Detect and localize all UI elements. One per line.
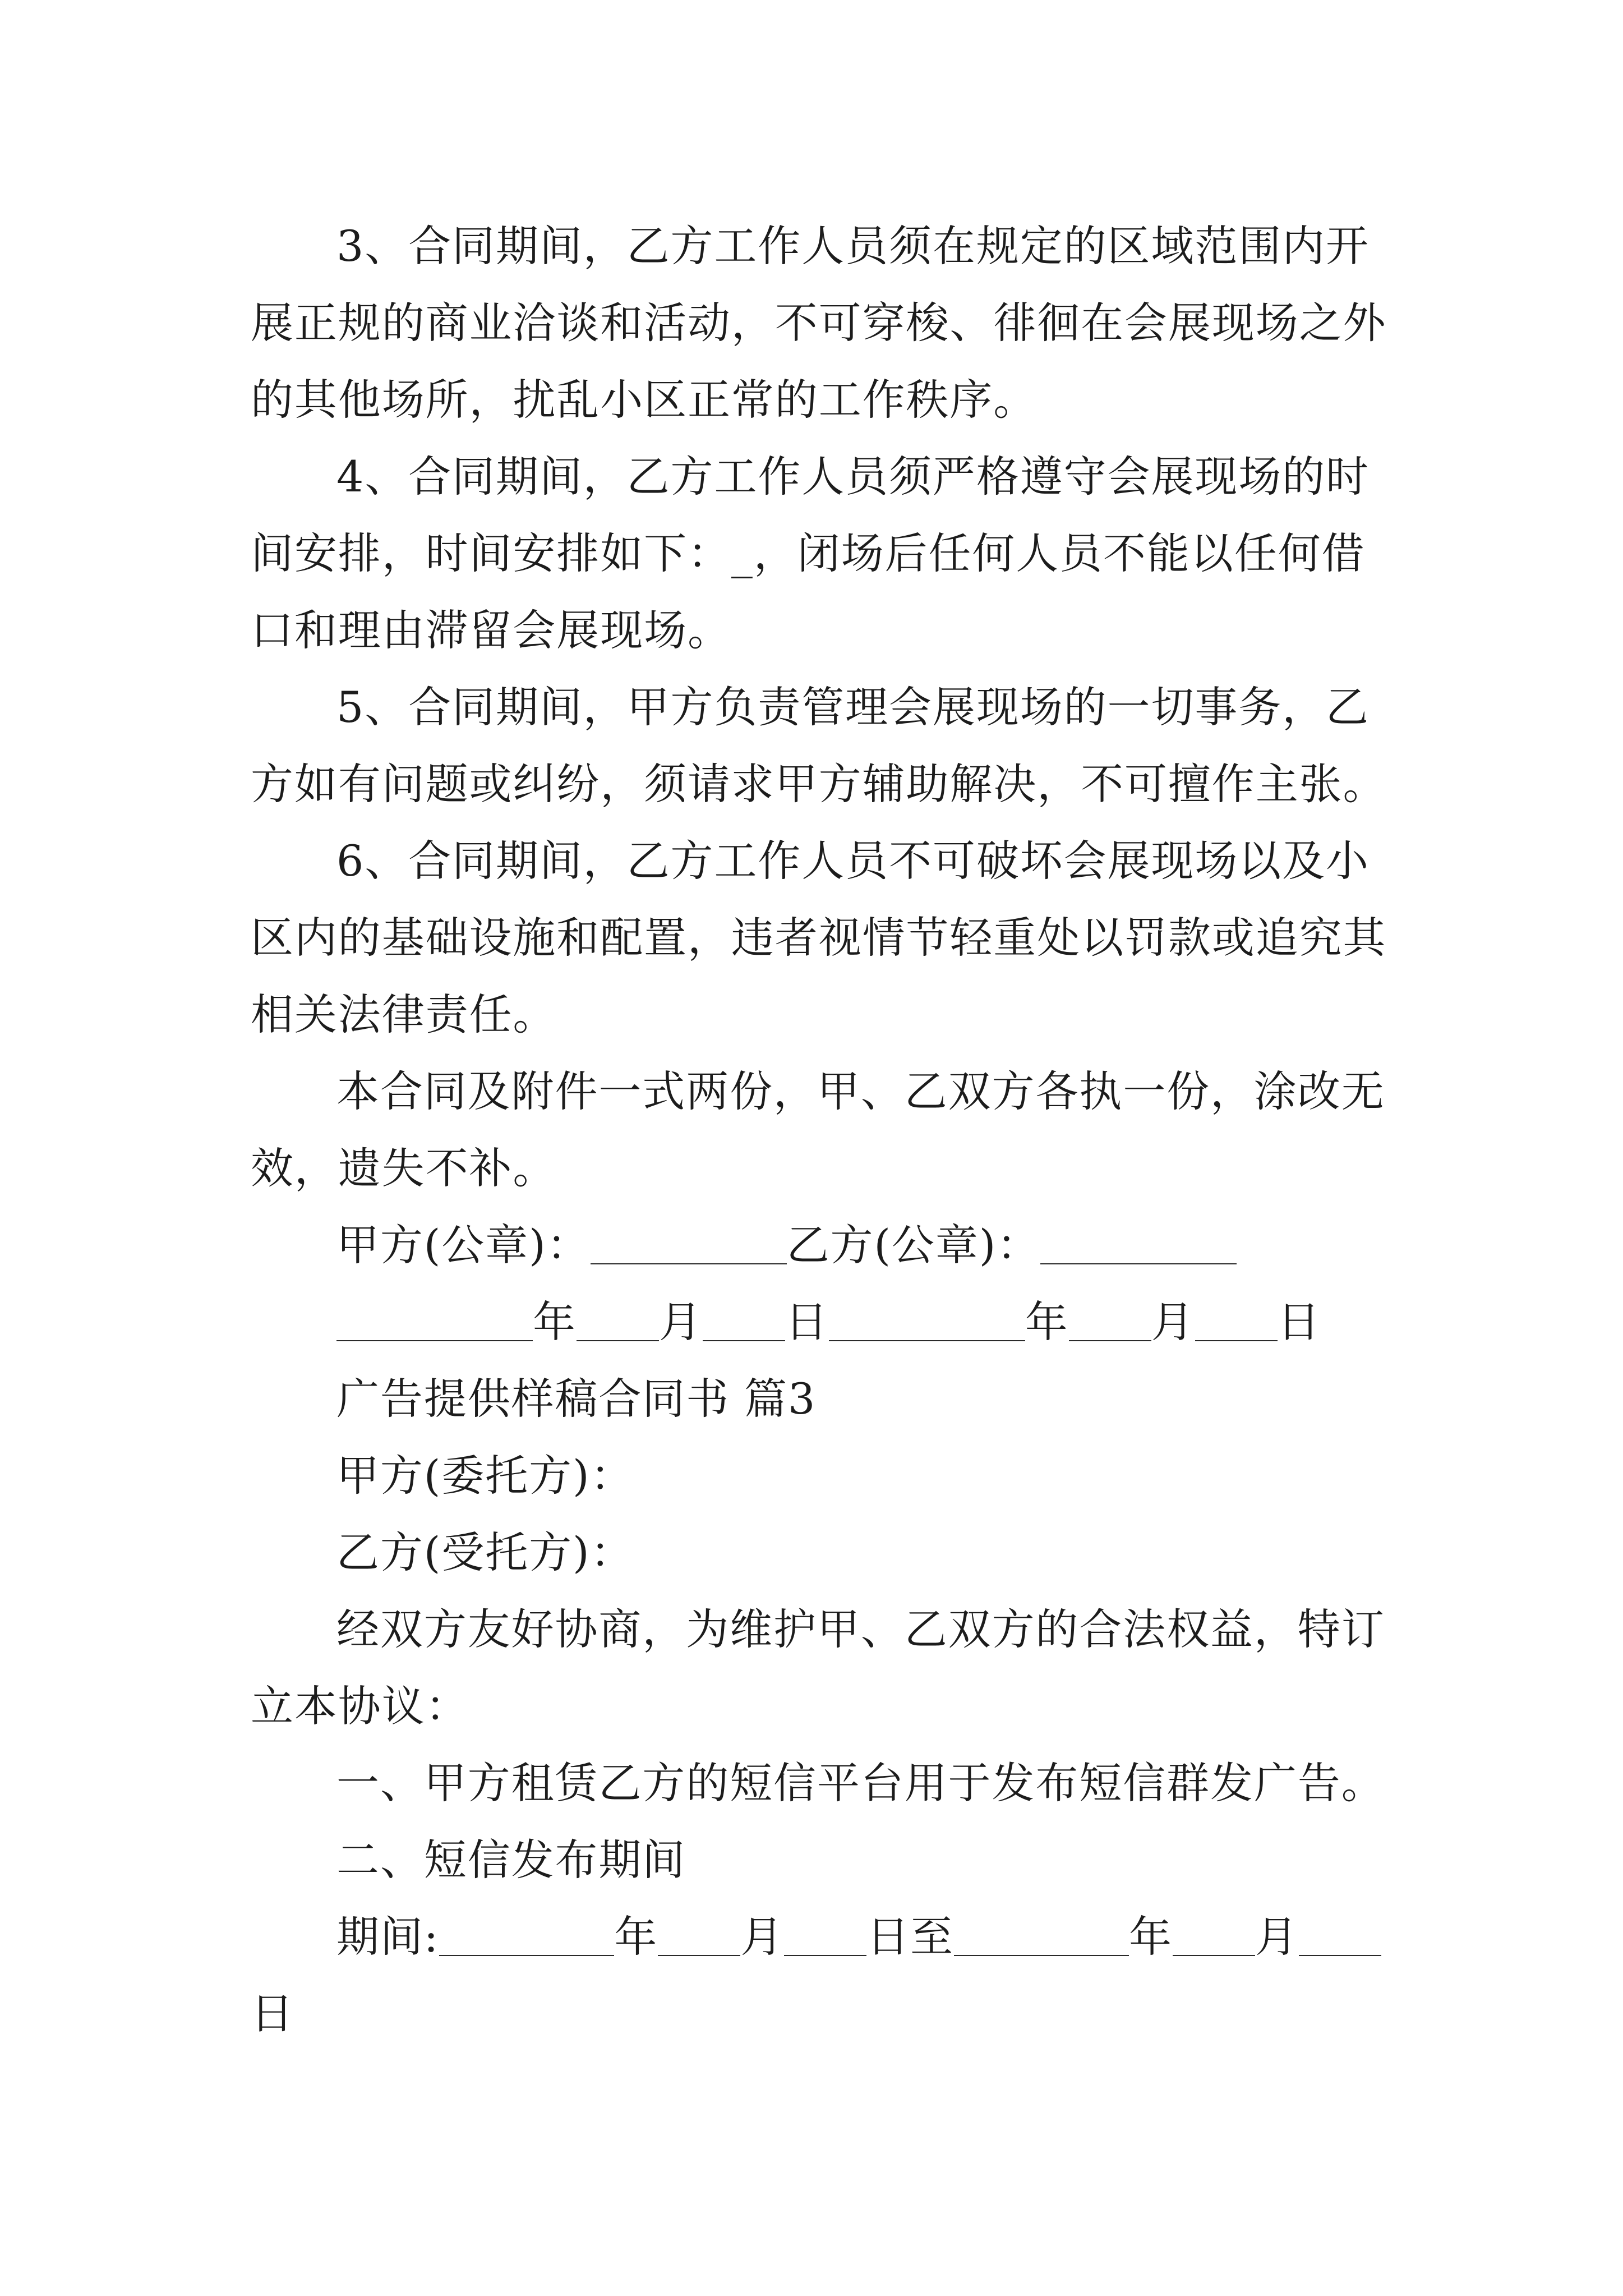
seal-signature-line — [251, 1207, 1456, 1283]
clause-6 — [251, 822, 1456, 1053]
party-b-label: 乙方(受托方)： — [336, 1527, 634, 1577]
item-1: 一、甲方租赁乙方的短信平台用于发布短信群发广告。 — [336, 1758, 1385, 1808]
clause-4 — [251, 438, 1456, 669]
preamble-line: 经双方友好协商，为维护甲、乙双方的合法权益，特订 — [336, 1604, 1385, 1654]
clause-line: 5、合同期间，甲方负责管理会展现场的一切事务，乙 — [336, 682, 1370, 732]
clause-line: 效，遗失不补。 — [251, 1143, 557, 1193]
end-month-blank — [1173, 1955, 1255, 1956]
day-char: 日 — [1277, 1297, 1321, 1347]
clause-line: 相关法律责任。 — [251, 990, 557, 1039]
party-a-seal-label: 甲方(公章)： — [336, 1220, 591, 1270]
party-b-year-blank — [829, 1340, 1025, 1341]
start-year-blank — [439, 1955, 614, 1956]
end-day-blank — [1299, 1955, 1381, 1956]
preamble — [251, 1591, 1456, 1745]
month-char: 月 — [1151, 1297, 1195, 1347]
party-b-day-blank — [1195, 1340, 1278, 1341]
clause-3 — [251, 208, 1456, 438]
clause-line: 方如有问题或纠纷，须请求甲方辅助解决，不可擅作主张。 — [251, 759, 1387, 809]
month-char: 月 — [658, 1297, 703, 1347]
start-month-blank — [658, 1955, 740, 1956]
period-label: 期间: — [336, 1912, 440, 1962]
year-char: 年 — [1128, 1912, 1173, 1962]
period-end-day: 日 — [251, 1989, 294, 2039]
clause-line: 展正规的商业洽谈和活动，不可穿梭、徘徊在会展现场之外 — [251, 298, 1387, 348]
section-title: 广告提供样稿合同书 篇3 — [336, 1374, 817, 1424]
party-b-month-blank — [1069, 1340, 1151, 1341]
clause-line: 口和理由滞留会展现场。 — [251, 605, 731, 655]
day-char: 日 — [785, 1297, 829, 1347]
signature-date-line — [251, 1283, 1456, 1360]
party-a-day-blank — [703, 1340, 785, 1341]
clause-line: 3、合同期间，乙方工作人员须在规定的区域范围内开 — [336, 221, 1370, 271]
clause-5 — [251, 669, 1456, 822]
clause-line: 间安排，时间安排如下：_，闭场后任何人员不能以任何借 — [251, 528, 1366, 578]
clause-line: 区内的基础设施和配置，违者视情节轻重处以罚款或追究其 — [251, 913, 1387, 963]
clause-line: 的其他场所，扰乱小区正常的工作秩序。 — [251, 375, 1038, 425]
year-char: 年 — [533, 1297, 577, 1347]
clause-line: 本合同及附件一式两份，甲、乙双方各执一份，涂改无 — [336, 1066, 1385, 1116]
party-a-label: 甲方(委托方)： — [336, 1451, 634, 1501]
party-a-seal-blank — [591, 1263, 787, 1264]
party-a-year-blank — [336, 1340, 533, 1341]
clause-line: 4、合同期间，乙方工作人员须严格遵守会展现场的时 — [336, 452, 1370, 501]
item-2-heading: 二、短信发布期间 — [336, 1835, 686, 1885]
copies-clause — [251, 1053, 1456, 1207]
publish-period-line — [251, 1898, 1456, 1975]
year-char: 年 — [1025, 1297, 1069, 1347]
day-to-chars: 日至 — [866, 1912, 954, 1962]
document-body — [251, 208, 1456, 2052]
party-b-seal-blank — [1040, 1263, 1237, 1264]
month-char: 月 — [740, 1912, 785, 1962]
clause-line: 6、合同期间，乙方工作人员不可破坏会展现场以及小 — [336, 836, 1370, 886]
start-day-blank — [784, 1955, 866, 1956]
month-char: 月 — [1255, 1912, 1299, 1962]
end-year-blank — [954, 1955, 1129, 1956]
party-a-month-blank — [577, 1340, 659, 1341]
preamble-line: 立本协议： — [251, 1681, 469, 1731]
year-char: 年 — [614, 1912, 658, 1962]
party-b-seal-label: 乙方(公章)： — [786, 1220, 1041, 1270]
